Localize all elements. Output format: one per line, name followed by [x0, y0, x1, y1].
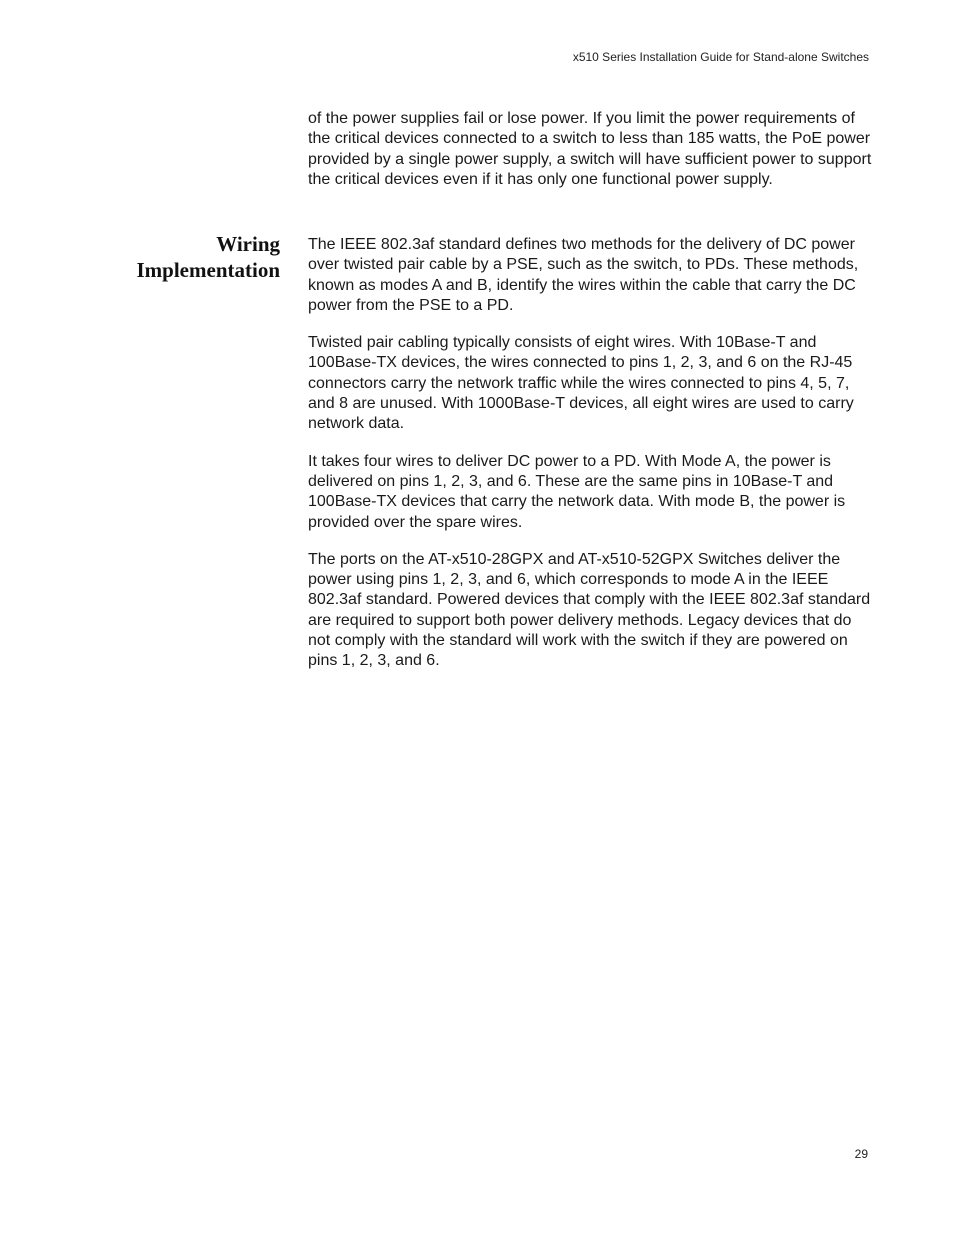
- intro-paragraph: of the power supplies fail or lose power. If you limit the power requirements of the critical devices connected to a switch to less than 185 watts, the PoE power provided by a single power supply, a switch will have sufficient power to support the critical devices even if it has only one functional power supply.: [308, 110, 872, 188]
- section-heading: [137, 231, 281, 283]
- section-heading-line-2: Implementation: [136, 258, 280, 282]
- section-body: [308, 235, 873, 689]
- page-number: 29: [854, 1147, 868, 1161]
- body-paragraph-2: Twisted pair cabling typically consists of eight wires. With 10Base-T and 100Base-TX devices, the wires connected to pins 1, 2, 3, and 6 on the RJ-45 connectors carry the network traffic while the wires connected to pins 4, 5, 7, and 8 are unused. With 1000Base-T devices, all eight wires are used to carry network data.: [308, 334, 854, 433]
- section-heading-line-1: Wiring: [216, 232, 280, 256]
- body-paragraph-1: The IEEE 802.3af standard defines two methods for the delivery of DC power over twisted pair cable by a PSE, such as the switch, to PDs. These methods, known as modes A and B, identify the wires within the cable that carry the DC power from the PSE to a PD.: [308, 236, 859, 314]
- body-paragraph-3: It takes four wires to deliver DC power to a PD. With Mode A, the power is delivered on pins 1, 2, 3, and 6. These are the same pins in 10Base-T and 100Base-TX devices that carry the network data. With mode B, the power is provided over the spare wires.: [308, 452, 846, 531]
- intro-text: [308, 109, 873, 207]
- body-paragraph-4: The ports on the AT-x510-28GPX and AT-x510-52GPX Switches deliver the power using pins 1, 2, 3, and 6, which corresponds to mode A in the IEEE 802.3af standard. Powered devices that comply with the IEEE 802.3af standard are required to support both power delivery methods. Legacy devices that do not comply with the standard will work with the switch if they are powered on pins 1, 2, 3, and 6.: [308, 550, 871, 670]
- running-header: x510 Series Installation Guide for Stand-alone Switches: [572, 50, 869, 64]
